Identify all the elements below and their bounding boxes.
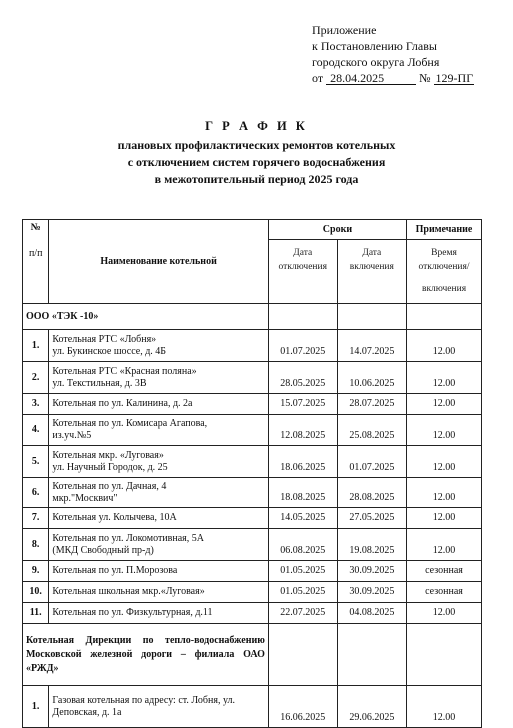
boiler-address: ул. Текстильная, д. 3В — [52, 377, 147, 389]
header-date-on: Дата включения — [337, 240, 406, 304]
boiler-address: из.уч.№5 — [52, 430, 92, 441]
note: 12.00 — [407, 415, 482, 446]
boiler-address: мкр."Москвич" — [52, 492, 118, 504]
table-row — [23, 330, 482, 362]
note: 12.00 — [407, 394, 482, 415]
date-on: 28.08.2025 — [337, 478, 406, 508]
row-number: 4. — [23, 415, 49, 446]
table-row — [23, 415, 482, 446]
empty-cell — [268, 304, 337, 330]
date-on: 29.06.2025 — [337, 686, 406, 728]
note: 12.00 — [407, 603, 482, 624]
date-on: 30.09.2025 — [337, 582, 406, 603]
boiler-name-cell — [49, 478, 269, 508]
date-off: 06.08.2025 — [268, 529, 337, 561]
date-off: 28.05.2025 — [268, 362, 337, 394]
header-note-sub-2: включения — [421, 284, 467, 294]
schedule-table — [22, 219, 482, 728]
table-row — [23, 394, 482, 415]
header-num-sub: п/п — [28, 248, 43, 259]
boiler-address: (МКД Свободный пр-д) — [52, 544, 154, 556]
header-dates: Сроки — [268, 220, 406, 240]
header-note-sub — [407, 240, 482, 304]
boiler-name-cell — [49, 330, 269, 362]
note: 12.00 — [407, 508, 482, 529]
row-number: 7. — [23, 508, 49, 529]
group-row-1 — [23, 304, 482, 330]
appendix-line-2: к Постановлению Главы — [312, 39, 437, 53]
group-2-rows — [23, 686, 482, 728]
row-number: 1. — [23, 330, 49, 362]
note: сезонная — [407, 561, 482, 582]
date-on: 14.07.2025 — [337, 330, 406, 362]
row-number: 3. — [23, 394, 49, 415]
header-row — [23, 220, 482, 240]
note: 12.00 — [407, 529, 482, 561]
table-row — [23, 582, 482, 603]
header-note: Примечание — [407, 220, 482, 240]
table-row — [23, 478, 482, 508]
date-on: 28.07.2025 — [337, 394, 406, 415]
appendix-line-1: Приложение — [312, 23, 377, 37]
note: 12.00 — [407, 362, 482, 394]
boiler-name-cell — [49, 508, 269, 529]
empty-cell — [268, 624, 337, 686]
date-off: 18.06.2025 — [268, 446, 337, 478]
boiler-name-cell — [49, 582, 269, 603]
boiler-address: ул. Букинское шоссе, д. 4Б — [52, 345, 167, 357]
boiler-name-cell — [49, 686, 269, 728]
date-on: 04.08.2025 — [337, 603, 406, 624]
date-off: 18.08.2025 — [268, 478, 337, 508]
row-number: 5. — [23, 446, 49, 478]
date-off: 22.07.2025 — [268, 603, 337, 624]
title-line-2: с отключением систем горячего водоснабжения — [127, 155, 386, 169]
header-name: Наименование котельной — [49, 220, 269, 304]
boiler-name: Котельная по ул. Калинина, д. 2а — [52, 398, 193, 409]
boiler-name-cell — [49, 362, 269, 394]
boiler-name-cell — [49, 561, 269, 582]
date-off: 16.06.2025 — [268, 686, 337, 728]
title-main: Г Р А Ф И К — [205, 119, 308, 133]
date-off: 14.05.2025 — [268, 508, 337, 529]
table-row — [23, 529, 482, 561]
boiler-name: Котельная РТС «Красная поляна» — [52, 365, 197, 377]
appendix-line-4 — [312, 70, 474, 86]
boiler-address: ул. Научный Городок, д. 25 — [52, 461, 168, 473]
date-off: 01.05.2025 — [268, 582, 337, 603]
table-row — [23, 446, 482, 478]
note: 12.00 — [407, 686, 482, 728]
group-row-2 — [23, 624, 482, 686]
appendix-line-3: городского округа Лобня — [312, 55, 440, 69]
row-number: 1. — [23, 686, 49, 728]
header-date-off: Дата отключения — [268, 240, 337, 304]
boiler-name-cell — [49, 415, 269, 446]
header-num-cell — [23, 220, 49, 304]
appendix-date: 28.04.2025 — [326, 72, 416, 85]
note: 12.00 — [407, 330, 482, 362]
header-num: № — [30, 222, 41, 233]
appendix-number-label: № — [419, 71, 431, 85]
boiler-name-cell — [49, 603, 269, 624]
date-on: 25.08.2025 — [337, 415, 406, 446]
date-on: 19.08.2025 — [337, 529, 406, 561]
date-off: 12.08.2025 — [268, 415, 337, 446]
boiler-name: Котельная ул. Колычева, 10А — [52, 512, 177, 523]
boiler-name-cell — [49, 394, 269, 415]
empty-cell — [407, 304, 482, 330]
boiler-name: Котельная по ул. Комисара Агапова, — [52, 418, 208, 429]
boiler-name-cell — [49, 446, 269, 478]
empty-cell — [337, 304, 406, 330]
boiler-name: Котельная РТС «Лобня» — [52, 333, 157, 345]
appendix-block — [312, 22, 474, 86]
boiler-address: Деповская, д. 1а — [52, 706, 122, 718]
document-title — [0, 118, 513, 188]
appendix-from-label: от — [312, 71, 324, 85]
note: 12.00 — [407, 446, 482, 478]
boiler-name: Котельная школьная мкр.«Луговая» — [52, 586, 205, 597]
row-number: 11. — [23, 603, 49, 624]
date-on: 10.06.2025 — [337, 362, 406, 394]
boiler-name-cell — [49, 529, 269, 561]
appendix-number: 129-ПГ — [435, 71, 474, 85]
date-on: 01.07.2025 — [337, 446, 406, 478]
group-title-1: ООО «ТЭК -10» — [23, 304, 269, 330]
boiler-name: Котельная по ул. Локомотивная, 5А — [52, 532, 204, 544]
header-note-sub-1: Время отключения/ — [418, 248, 470, 272]
table-row — [23, 561, 482, 582]
group-title-2: Котельная Дирекции по тепло-водоснабжению Московской железной дороги – филиала ОАО «РЖД» — [23, 624, 269, 686]
table-row — [23, 603, 482, 624]
title-line-3: в межотопительный период 2025 года — [154, 172, 359, 186]
empty-cell — [407, 624, 482, 686]
title-line-1: плановых профилактических ремонтов котельных — [117, 138, 396, 152]
boiler-name: Котельная по ул. П.Морозова — [52, 565, 178, 576]
date-off: 15.07.2025 — [268, 394, 337, 415]
boiler-name: Котельная по ул. Физкультурная, д.11 — [52, 607, 213, 618]
table-row — [23, 362, 482, 394]
date-on: 27.05.2025 — [337, 508, 406, 529]
row-number: 2. — [23, 362, 49, 394]
table-row — [23, 686, 482, 728]
row-number: 10. — [23, 582, 49, 603]
row-number: 6. — [23, 478, 49, 508]
date-on: 30.09.2025 — [337, 561, 406, 582]
note: сезонная — [407, 582, 482, 603]
row-number: 8. — [23, 529, 49, 561]
empty-cell — [337, 624, 406, 686]
row-number: 9. — [23, 561, 49, 582]
table-row — [23, 508, 482, 529]
boiler-name: Газовая котельная по адресу: ст. Лобня, ул. — [52, 694, 236, 706]
boiler-name: Котельная мкр. «Луговая» — [52, 449, 164, 461]
group-1-rows — [23, 330, 482, 624]
date-off: 01.05.2025 — [268, 561, 337, 582]
boiler-name: Котельная по ул. Дачная, 4 — [52, 480, 167, 492]
note: 12.00 — [407, 478, 482, 508]
date-off: 01.07.2025 — [268, 330, 337, 362]
